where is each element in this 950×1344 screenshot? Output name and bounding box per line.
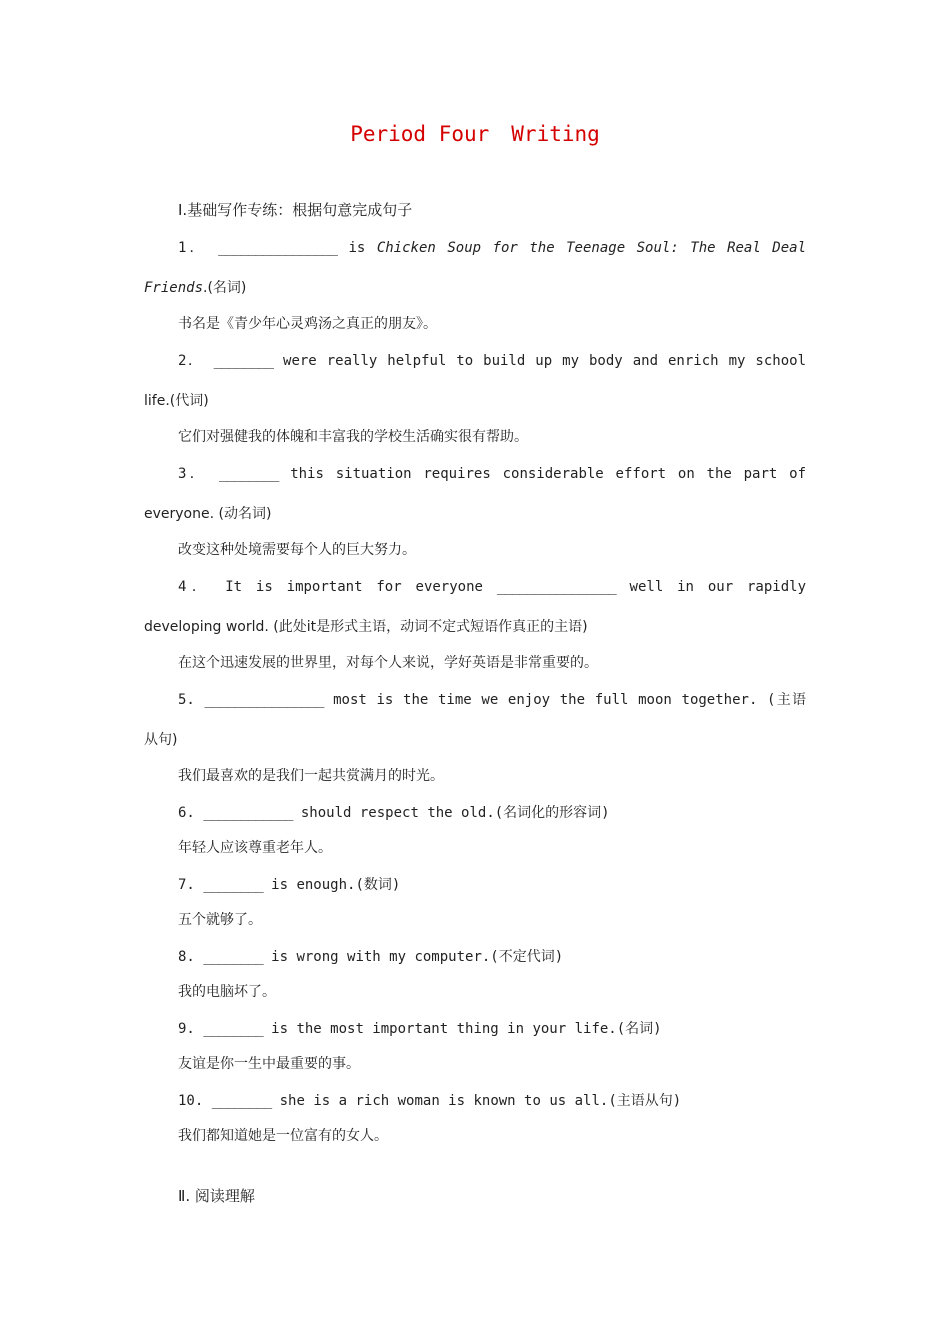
item-3-translation: 改变这种处境需要每个人的巨大努力。: [178, 542, 416, 558]
item-4-blank: ________________: [496, 579, 616, 595]
item-4-translation: 在这个迅速发展的世界里，对每个人来说，学好英语是非常重要的。: [178, 655, 598, 671]
item-2-line: 2． ________ were really helpful to build up my body and enrich my school: [178, 353, 806, 369]
item-10-translation: 我们都知道她是一位富有的女人。: [178, 1128, 388, 1144]
item-6-blank: ____________: [203, 805, 293, 821]
item-4-continuation: developing world. (此处it是形式主语，动词不定式短语作真正的主语): [144, 619, 588, 635]
item-10-line: 10. ________ she is a rich woman is known to us all.(主语从句): [178, 1093, 682, 1109]
item-3-line: 3． ________ this situation requires considerable effort on the part of: [178, 466, 806, 482]
item-5-line: 5. ________________ most is the time we enjoy the full moon together. (主语: [178, 692, 806, 708]
item-9-blank: ________: [203, 1021, 263, 1037]
item-1-blank: ________________: [218, 240, 337, 256]
item-8-blank: ________: [203, 949, 263, 965]
item-6-line: 6. ____________ should respect the old.(名词化的形容词): [178, 805, 610, 821]
page-title: [0, 122, 950, 146]
item-6-translation: 年轻人应该尊重老年人。: [178, 840, 332, 856]
title-part-2: Writing: [511, 122, 600, 146]
item-1-line: 1． ________________ is Chicken Soup for the Teenage Soul: The Real Deal: [178, 240, 807, 256]
item-8-translation: 我的电脑坏了。: [178, 984, 276, 1000]
item-5-translation: 我们最喜欢的是我们一起共赏满月的时光。: [178, 768, 444, 784]
item-2-translation: 它们对强健我的体魄和丰富我的学校生活确实很有帮助。: [178, 429, 528, 445]
item-1-continuation: Friends.(名词): [144, 280, 247, 296]
item-9-line: 9. ________ is the most important thing in your life.(名词): [178, 1021, 662, 1037]
item-9-translation: 友谊是你一生中最重要的事。: [178, 1056, 360, 1072]
item-1-translation: 书名是《青少年心灵鸡汤之真正的朋友》。: [178, 316, 437, 332]
section-2-heading: Ⅱ. 阅读理解: [178, 1187, 255, 1205]
item-4-line: 4． It is important for everyone ________________ well in our rapidly: [178, 579, 806, 595]
item-3-blank: ________: [218, 466, 279, 482]
item-5-continuation: 从句): [144, 732, 178, 748]
item-8-line: 8. ________ is wrong with my computer.(不定代词): [178, 949, 564, 965]
section-1-heading: Ⅰ.基础写作专练：根据句意完成句子: [178, 201, 413, 219]
item-2-continuation: life.(代词): [144, 393, 209, 409]
item-7-translation: 五个就够了。: [178, 912, 262, 928]
item-5-blank: ________________: [204, 692, 324, 708]
item-7-blank: ________: [203, 877, 263, 893]
item-7-line: 7. ________ is enough.(数词): [178, 877, 401, 893]
item-2-blank: ________: [213, 353, 274, 369]
title-part-1: Period Four: [350, 122, 490, 146]
item-10-blank: ________: [211, 1093, 272, 1109]
item-3-continuation: everyone. (动名词): [144, 506, 272, 522]
